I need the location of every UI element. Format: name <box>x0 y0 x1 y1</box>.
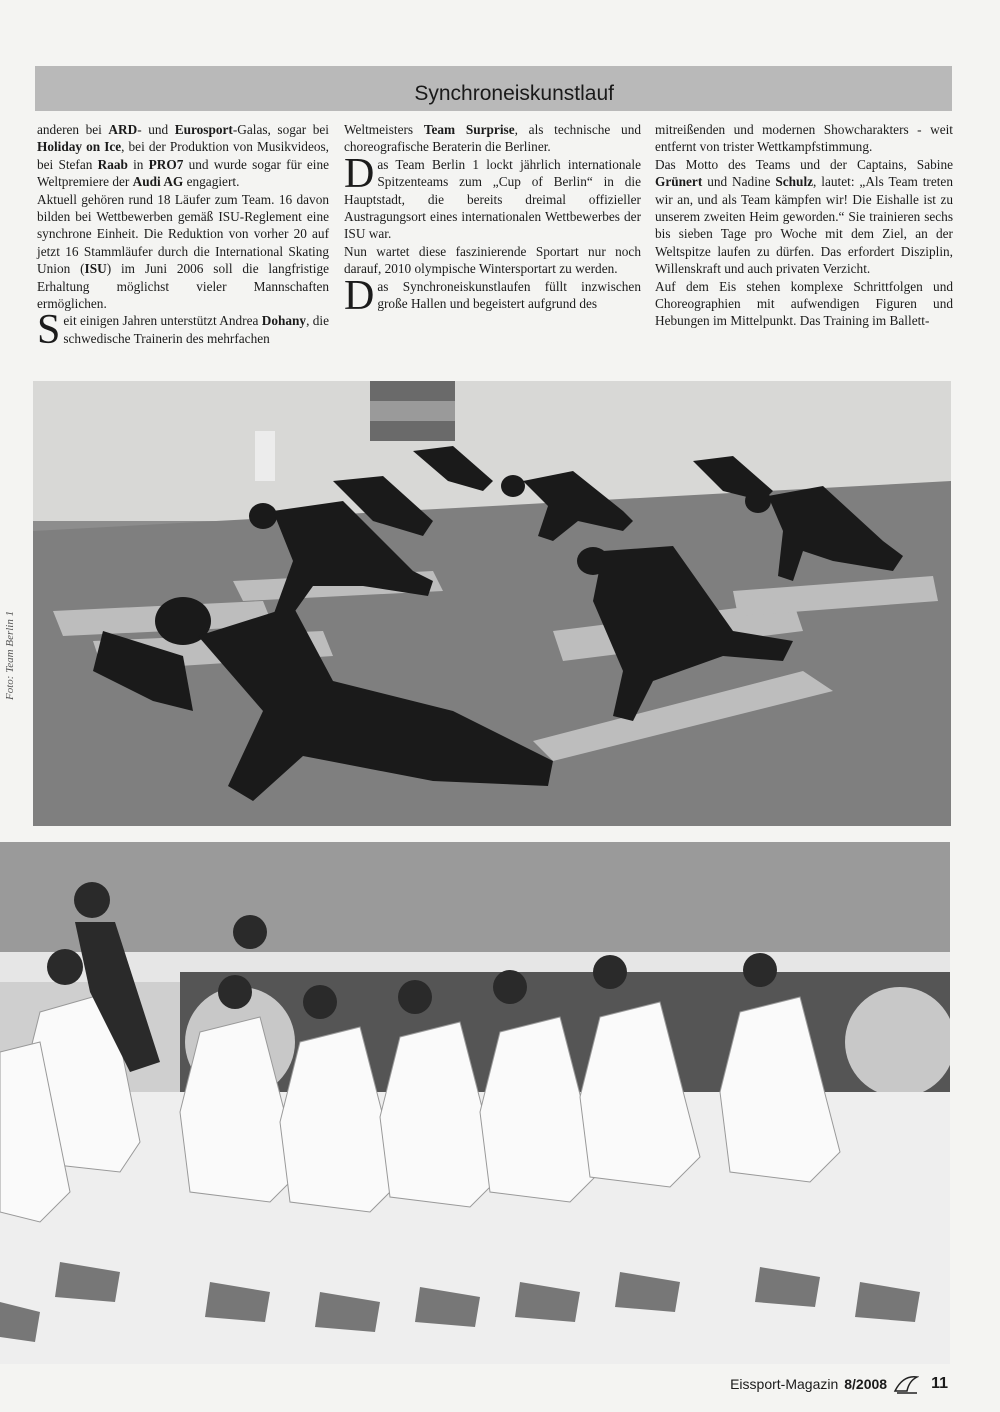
skating-team-illustration <box>0 842 950 1364</box>
page-number: 11 <box>931 1375 948 1392</box>
text-column-2 <box>344 121 641 319</box>
paragraph: Auf dem Eis stehen komplexe Schrittfolgen und Choreographien mit aufwendigen Figuren und Hebungen im Mittelpunkt. Das Training im Ballett- <box>655 278 953 329</box>
header-band <box>35 66 952 111</box>
bird-logo-icon <box>893 1373 919 1395</box>
page-footer <box>730 1373 948 1395</box>
paragraph: Seit einigen Jahren unterstützt Andrea Dohany, die schwedische Trainerin des mehrfachen <box>37 307 329 354</box>
ballet-training-photo <box>33 381 951 826</box>
drop-cap: D <box>344 272 375 319</box>
paragraph: mitreißenden und modernen Showcharakters - weit entfernt von trister Wettkampfstimmung. <box>655 122 953 155</box>
magazine-name: Eissport-Magazin <box>730 1376 839 1392</box>
text-column-1 <box>37 121 329 354</box>
paragraph: Aktuell gehören rund 18 Läufer zum Team. 16 davon bilden bei Wettbewerben gemäß ISU-Reglement eine synchrone Einheit. Die Reduktion von vorher 20 auf jetzt 16 Stammläufer durch die International Skating Union (ISU) im Juni 2006 soll die langfristige Erhaltung möglichst vieler Mannschaften ermöglichen. <box>37 191 329 312</box>
page-title: Synchroneiskunstlauf <box>414 82 614 105</box>
paragraph: Nun wartet diese faszinierende Sportart nur noch darauf, 2010 olympische Wintersportart zu werden. <box>344 243 641 277</box>
issue-number: 8/2008 <box>844 1376 888 1392</box>
paragraph: Das Motto des Teams und der Captains, Sabine Grünert und Nadine Schulz, lautet: „Als Team treten wir an, und als Team kämpfen wir! Die Eishalle ist zu unserem zweiten Heim geworden.“ Sie trainieren sechs bis sieben Tage pro Woche mit dem Ziel, an der Weltspitze laufen zu dürfen. Das erfordert Disziplin, Willenskraft und auch privaten Verzicht. <box>655 156 953 277</box>
drop-cap: D <box>344 150 375 197</box>
paragraph: anderen bei ARD- und Eurosport-Galas, sogar bei Holiday on Ice, bei der Produktion von Musikvideos, bei Stefan Raab in PRO7 und wurde sogar für eine Weltpremiere der Audi AG engagiert. <box>37 122 329 190</box>
drop-cap: S <box>37 307 61 354</box>
ballet-training-illustration <box>33 381 951 826</box>
text-column-3 <box>655 121 953 330</box>
paragraph: Weltmeisters Team Surprise, als technische und choreografische Beraterin die Berliner. <box>344 122 641 155</box>
photo-credit: Foto: Team Berlin 1 <box>4 610 16 700</box>
paragraph: Das Synchroneiskunstlaufen füllt inzwischen große Hallen und begeistert aufgrund des <box>344 272 641 319</box>
paragraph: Das Team Berlin 1 lockt jährlich internationale Spitzenteams zum „Cup of Berlin“ in die Hauptstadt, die bereits dreimal offizieller Austragungsort eines internationalen Wettbewerbes der ISU war. <box>344 150 641 242</box>
skating-team-photo <box>0 842 950 1364</box>
